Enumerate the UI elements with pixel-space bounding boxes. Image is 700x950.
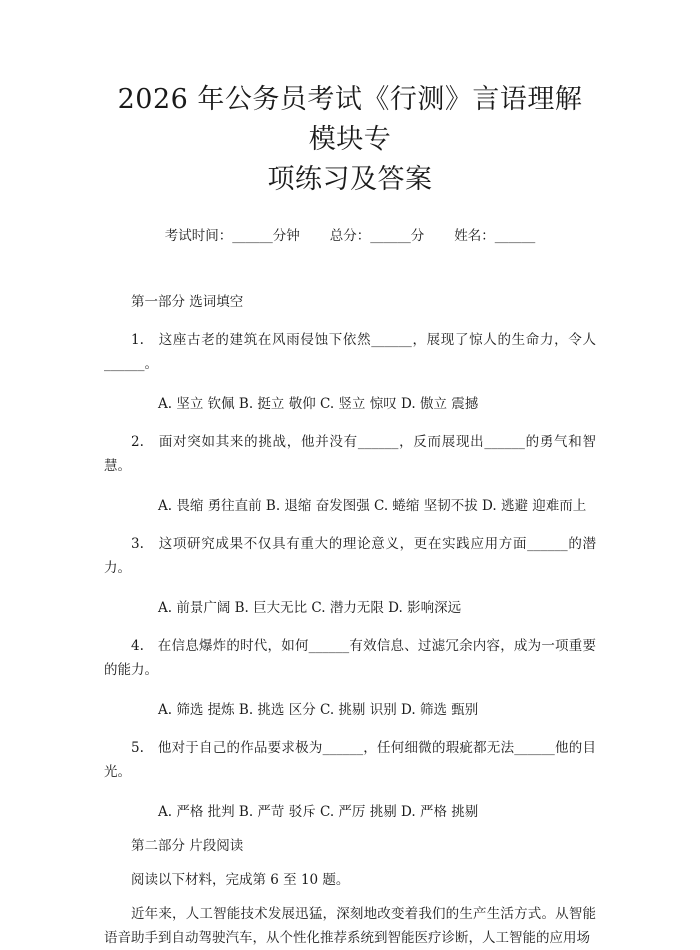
title-line-1: 2026 年公务员考试《行测》言语理解模块专: [117, 84, 583, 155]
reading-passage: 近年来，人工智能技术发展迅猛，深刻地改变着我们的生产生活方式。从智能语音助手到自动驾驶汽车，从个性化推荐系统到智能医疗诊断，人工智能的应用场: [104, 906, 596, 946]
part1-heading: 第一部分 选词填空: [131, 294, 244, 310]
question-4-stem: 4. 在信息爆炸的时代，如何______有效信息、过滤冗余内容，成为一项重要的能力。: [104, 638, 596, 678]
question-1-options: A. 坚立 钦佩 B. 挺立 敬仰 C. 竖立 惊叹 D. 傲立 震撼: [158, 396, 479, 412]
exam-meta: [104, 226, 596, 246]
exam-time: 考试时间：______分钟: [164, 228, 300, 244]
question-1-stem: 1. 这座古老的建筑在风雨侵蚀下依然______，展现了惊人的生命力，令人______。: [104, 332, 596, 372]
document-title: [104, 80, 596, 200]
part2-intro: 阅读以下材料，完成第 6 至 10 题。: [131, 872, 350, 888]
question-2-stem: 2. 面对突如其来的挑战，他并没有______，反而展现出______的勇气和智慧。: [104, 434, 596, 474]
exam-name: 姓名：______: [454, 228, 536, 244]
question-4-options: A. 筛选 提炼 B. 挑选 区分 C. 挑剔 识别 D. 筛选 甄别: [158, 702, 479, 718]
part2-heading: 第二部分 片段阅读: [131, 838, 244, 854]
question-2-options: A. 畏缩 勇往直前 B. 退缩 奋发图强 C. 蜷缩 坚韧不拔 D. 逃避 迎难而上: [158, 498, 587, 514]
exam-score: 总分：______分: [329, 228, 425, 244]
title-line-2: 项练习及答案: [267, 164, 433, 195]
question-3-stem: 3. 这项研究成果不仅具有重大的理论意义，更在实践应用方面______的潜力。: [104, 536, 596, 576]
question-5-options: A. 严格 批判 B. 严苛 驳斥 C. 严厉 挑剔 D. 严格 挑剔: [158, 804, 479, 820]
question-3-options: A. 前景广阔 B. 巨大无比 C. 潜力无限 D. 影响深远: [158, 600, 462, 616]
document-page: [104, 80, 596, 950]
question-5-stem: 5. 他对于自己的作品要求极为______，任何细微的瑕疵都无法______他的目光。: [104, 740, 596, 780]
